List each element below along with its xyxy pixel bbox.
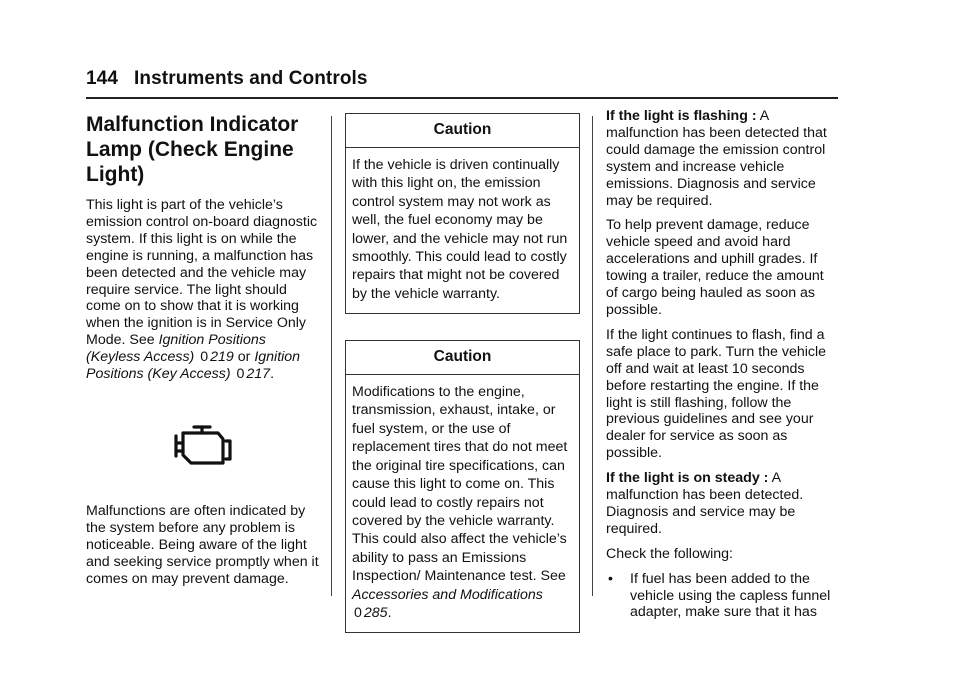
steady-text: A malfunction has been detected. Diagnosis and service may be required. <box>606 470 804 537</box>
ref-link-key[interactable]: Ignition Positions (Key Access) <box>86 349 301 383</box>
flashing-paragraph <box>606 108 838 209</box>
section-heading <box>86 112 321 187</box>
caution-body: If the vehicle is driven continually with this light on, the emission control system may not work as well, the fuel economy may be lower, and the vehicle may not run smoothly. This could lead to costly repairs that might not be covered by the vehicle warranty. <box>352 156 568 302</box>
caution-body: Modifications to the engine, transmission, exhaust, intake, or fuel system, or the use of replacement tires that do not meet the original tire specifications, can cause this light to come on. This could lead to costly repairs not covered by the vehicle warranty. This could also affect the vehicle’s ability to pass an Emissions Inspection/ Maintenance test. See Accessories and Modifications 0 285. <box>352 384 568 621</box>
page-number: 144 <box>86 68 119 89</box>
page-ref-symbol: 0 <box>354 604 362 621</box>
flashing-label: If the light is flashing : <box>606 108 757 124</box>
caution-box <box>345 340 580 633</box>
column-middle <box>345 108 580 659</box>
column-divider <box>331 116 332 596</box>
page-ref-symbol: 0 <box>200 349 209 366</box>
ref-link-keyless[interactable]: Ignition Positions (Keyless Access) <box>86 332 266 366</box>
header-text <box>86 68 838 90</box>
header-rule <box>86 97 838 99</box>
check-engine-icon <box>170 423 234 469</box>
ref-link-accessories[interactable]: Accessories and Modifications <box>352 586 543 603</box>
check-paragraph: Check the following: <box>606 545 733 562</box>
intro-text: This light is part of the vehicle’s emission control on-board diagnostic system. If this light is on while the engine is running, a malfunction has been detected and the vehicle may require service. The light should come on to show that it is working when the ignition is in Service Only Mode. See <box>86 197 318 349</box>
column-right <box>606 108 838 621</box>
heading-line: Lamp (Check Engine <box>86 138 294 161</box>
list-item <box>606 571 838 622</box>
page-ref-symbol: 0 <box>236 366 245 383</box>
steady-label: If the light is on steady : <box>606 470 769 487</box>
section-title: Instruments and Controls <box>134 68 368 89</box>
bullet-mark: • <box>608 570 613 587</box>
caution-title: Caution <box>346 341 579 375</box>
bullet-text: If fuel has been added to the vehicle using the capless funnel adapter, make sure that it has <box>630 570 831 621</box>
ref-page-key[interactable]: 217 <box>246 366 271 383</box>
heading-line: Light) <box>86 163 145 186</box>
damage-paragraph: Malfunctions are often indicated by the system before any problem is noticeable. Being aware of the light and seeking service promptly when it comes on may prevent damage. <box>86 502 319 587</box>
prevent-paragraph: To help prevent damage, reduce vehicle speed and avoid hard accelerations and uphill grades. If towing a trailer, reduce the amount of cargo being hauled as soon as possible. <box>606 217 824 318</box>
caution-box <box>345 113 580 314</box>
page-header <box>86 68 838 90</box>
flashing-text: A malfunction has been detected that could damage the emission control system and increase vehicle emissions. Diagnosis and service may be required. <box>606 108 827 209</box>
ref-page-accessories[interactable]: 285 <box>363 604 388 621</box>
heading-line: Malfunction Indicator <box>86 113 299 136</box>
ref-page-keyless[interactable]: 219 <box>210 349 234 366</box>
intro-paragraph: This light is part of the vehicle’s emission control on-board diagnostic system. If this light is on while the engine is running, a malfunction has been detected and the vehicle may require service. The light should come on to show that it is working when the ignition is in Service Only Mode. See Ignition Positions (Keyless Access) 0 219 or Ignition Positions (Key Access) 0 217. <box>86 197 318 383</box>
caution-text: Modifications to the engine, transmission, exhaust, intake, or fuel system, or the use of replacement tires that do not meet the original tire specifications, can cause this light to come on. This could lead to costly repairs not covered by the vehicle warranty. This could also affect the vehicle’s ability to pass an Emissions Inspection/ Maintenance test. See <box>352 384 568 585</box>
continue-paragraph: If the light continues to flash, find a safe place to park. Turn the vehicle off and wait at least 10 seconds before restarting the engine. If the light is still flashing, follow the previous guidelines and see your dealer for service as soon as possible. <box>606 326 827 462</box>
column-divider <box>592 116 593 596</box>
ref-or: or <box>237 349 251 366</box>
steady-paragraph <box>606 470 838 538</box>
column-left <box>86 108 321 596</box>
caution-title: Caution <box>346 114 579 148</box>
